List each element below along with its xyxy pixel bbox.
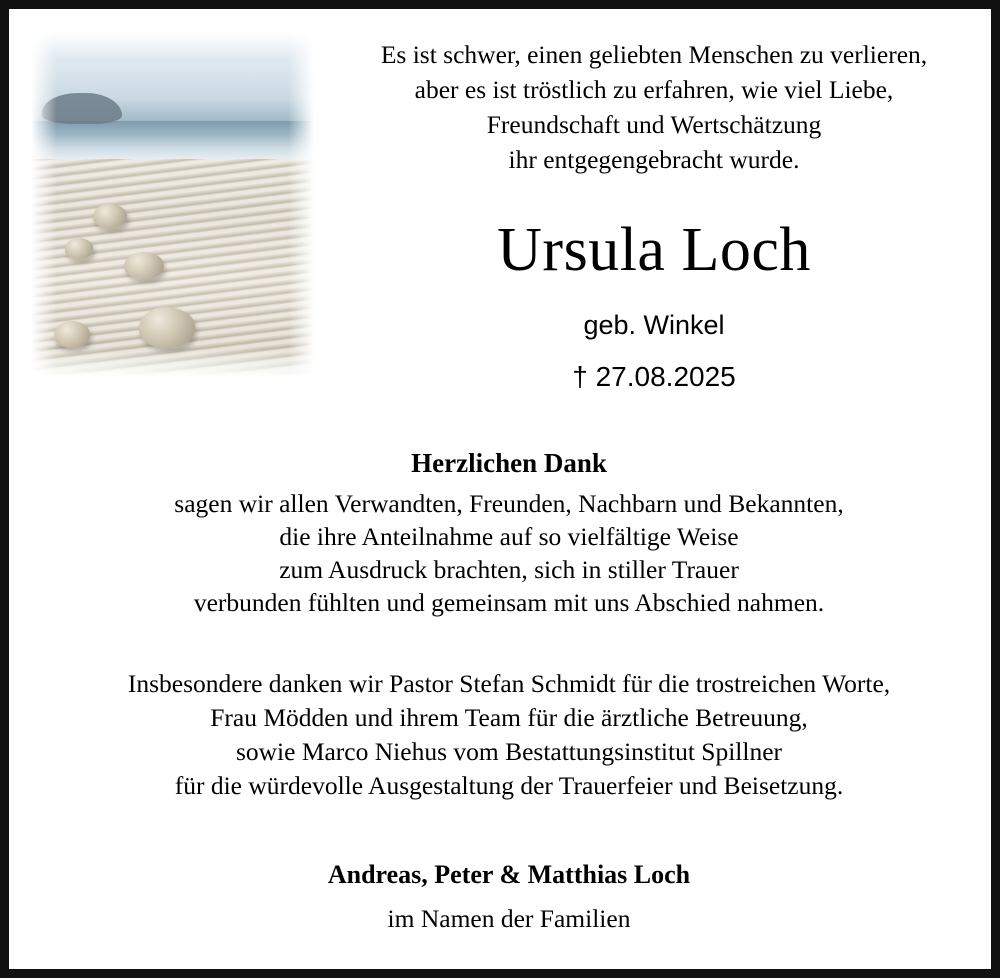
special-thanks-line: sowie Marco Niehus vom Bestattungsinstitut Spillner bbox=[235, 737, 783, 766]
verse-line: ihr entgegengebracht wurde. bbox=[508, 145, 800, 174]
special-thanks-line: Insbesondere danken wir Pastor Stefan Schmidt für die trostreichen Worte, bbox=[127, 669, 891, 698]
deceased-name: Ursula Loch bbox=[497, 216, 811, 284]
family-signature: Andreas, Peter & Matthias Loch bbox=[327, 860, 691, 889]
verse-line: Freundschaft und Wertschätzung bbox=[486, 110, 822, 139]
maiden-name: geb. Winkel bbox=[583, 310, 725, 340]
verse-line: aber es ist tröstlich zu erfahren, wie viel Liebe, bbox=[414, 75, 894, 104]
special-thanks-paragraph bbox=[29, 667, 989, 803]
thanks-line: die ihre Anteilnahme auf so vielfältige Weise bbox=[279, 522, 739, 551]
beach-photo bbox=[31, 31, 314, 376]
thanks-heading: Herzlichen Dank bbox=[411, 448, 607, 478]
notice-inner bbox=[9, 9, 991, 969]
thanks-line: verbunden fühlten und gemeinsam mit uns Abschied nahmen. bbox=[193, 588, 825, 617]
verse-line: Es ist schwer, einen geliebten Menschen zu verlieren, bbox=[380, 40, 928, 69]
death-date: † 27.08.2025 bbox=[572, 361, 736, 392]
special-thanks-line: Frau Mödden und ihrem Team für die ärztliche Betreuung, bbox=[210, 703, 808, 732]
thanks-line: sagen wir allen Verwandten, Freunden, Nachbarn und Bekannten, bbox=[174, 489, 844, 518]
memorial-verse bbox=[324, 37, 984, 177]
thanks-paragraph bbox=[29, 487, 989, 619]
photo-soft-edge bbox=[31, 31, 314, 376]
special-thanks-line: für die würdevolle Ausgestaltung der Trauerfeier und Beisetzung. bbox=[174, 771, 844, 800]
family-signature-subtitle: im Namen der Familien bbox=[387, 904, 631, 933]
thanks-line: zum Ausdruck brachten, sich in stiller Trauer bbox=[279, 555, 739, 584]
